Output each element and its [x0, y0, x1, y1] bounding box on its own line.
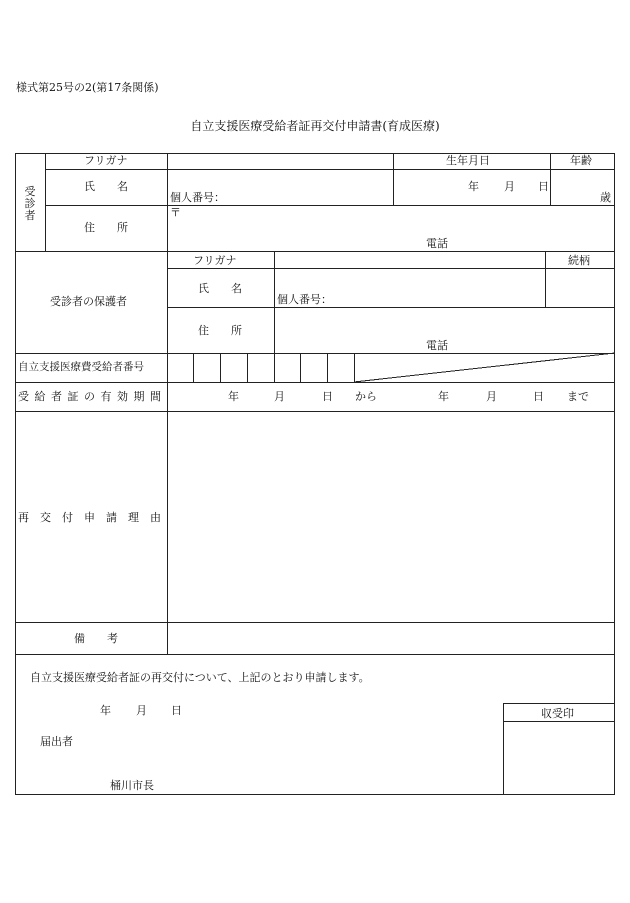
guardian-individual-number-label: 個人番号： [277, 293, 332, 306]
declaration-day-unit: 日 [171, 704, 182, 717]
patient-address-label: 住 所 [84, 221, 128, 234]
applicant-label: 届出者 [40, 735, 73, 748]
stamp-label: 収受印 [541, 707, 574, 720]
validity-start-day: 日 [322, 390, 333, 403]
mayor-addressee: 桶川市長 [110, 779, 154, 792]
age-unit: 歳 [600, 191, 611, 204]
relation-label: 続柄 [568, 254, 590, 267]
form-title: 自立支援医療受給者証再交付申請書(育成医療) [190, 119, 440, 133]
age-label: 年齢 [570, 154, 592, 167]
reissue-reason-label: 再交付申請理由 [18, 511, 172, 524]
declaration-month-unit: 月 [136, 704, 147, 717]
birthdate-label: 生年月日 [446, 154, 490, 167]
declaration-statement: 自立支援医療受給者証の再交付について、上記のとおり申請します。 [30, 671, 370, 684]
validity-end-year: 年 [438, 390, 449, 403]
validity-from: から [355, 390, 377, 403]
guardian-section-label: 受診者の保護者 [50, 295, 127, 308]
validity-start-month: 月 [274, 390, 285, 403]
patient-individual-number-label: 個人番号： [170, 191, 225, 204]
postal-mark: 〒 [170, 206, 181, 219]
validity-start-year: 年 [228, 390, 239, 403]
patient-furigana-label: フリガナ [84, 154, 128, 167]
guardian-name-label: 氏 名 [198, 282, 242, 295]
recipient-number-label: 自立支援医療費受給者番号 [18, 361, 144, 373]
declaration-year-unit: 年 [100, 704, 111, 717]
remarks-label: 備 考 [74, 632, 118, 645]
validity-period-label: 受給者証の有効期間 [18, 390, 167, 403]
patient-name-label: 氏 名 [84, 180, 128, 193]
patient-section-label: 受診者 [24, 185, 36, 222]
validity-until: まで [567, 390, 589, 403]
validity-end-month: 月 [486, 390, 497, 403]
birth-month-unit: 月 [504, 180, 515, 193]
patient-phone-label: 電話 [426, 237, 448, 250]
form-code: 様式第25号の2(第17条関係) [16, 81, 159, 94]
guardian-phone-label: 電話 [426, 339, 448, 352]
birth-day-unit: 日 [538, 180, 549, 193]
guardian-address-label: 住 所 [198, 324, 242, 337]
guardian-furigana-label: フリガナ [193, 254, 237, 267]
birth-year-unit: 年 [468, 180, 479, 193]
validity-end-day: 日 [533, 390, 544, 403]
